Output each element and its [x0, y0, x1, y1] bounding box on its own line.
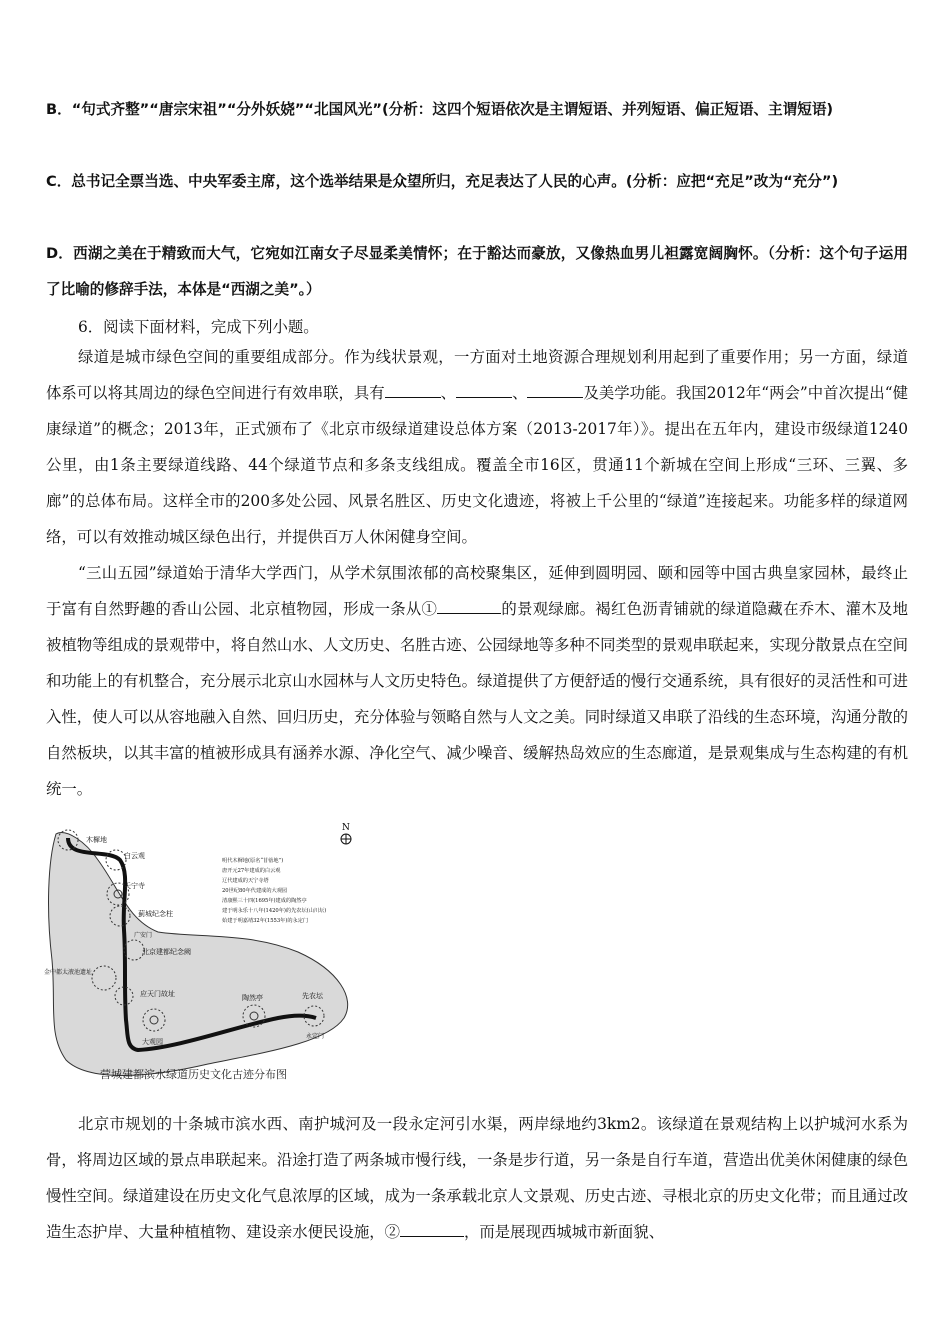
passage-paragraph-2: [46, 555, 908, 807]
answer-blank: [456, 382, 512, 398]
north-label: N: [342, 823, 350, 833]
map-caption: 营城建都滨水绿道历史文化古迹分布图: [100, 1068, 287, 1081]
passage-paragraph-3: [46, 1106, 908, 1250]
option-c: C．总书记全票当选、中央军委主席，这个选举结果是众望所归，充足表达了人民的心声。(分析：应把“充足”改为“充分”): [46, 173, 839, 190]
separator: 、: [512, 384, 528, 402]
site-label: 先农坛: [302, 992, 323, 1000]
site-label: 白云观: [124, 852, 145, 860]
passage-paragraph-1: [46, 339, 908, 555]
site-label: 北京建都纪念阙: [142, 948, 191, 956]
legend-item: 始建于明嘉靖32年(1553年)的永定门: [222, 918, 309, 924]
separator: 、: [440, 384, 457, 402]
north-arrow: [341, 823, 351, 844]
answer-blank: [385, 382, 441, 398]
map-legend: [222, 856, 326, 924]
passage-text: 的景观绿廊。褐红色沥青铺就的绿道隐藏在乔木、灌木及地被植物等组成的景观带中，将自然山水、人文历史、名胜古迹、公园绿地等多种不同类型的景观串联起来，实现分散景点在空间和功能上的有机整合，充分展示北京山水园林与人文历史特色。绿道提供了方便舒适的慢行交通系统，具有很好的灵活性和可进入性，使人可以从容地融入自然、回归历史，充分体验与领略自然与人文之美。同时绿道又串联了沿线的生态环境，沟通分散的自然板块，以其丰富的植被形成具有涵养水源、净化空气、减少噪音、缓解热岛效应的生态廊道，是景观集成与生态构建的有机统一。: [46, 600, 908, 798]
site-label: 广安门: [134, 932, 153, 939]
option-d: D．西湖之美在于精致而大气，它宛如江南女子尽显柔美情怀；在于豁达而豪放，又像热血男儿袒露宽阔胸怀。（分析：这个句子运用了比喻的修辞手法，本体是“西湖之美”。）: [46, 245, 908, 298]
site-label: 金中都太液池遗址: [44, 969, 93, 976]
legend-item: 20世纪80年代建成的大观园: [222, 888, 288, 894]
site-label: 永定门: [306, 1033, 325, 1040]
legend-item: 唐开元27年建成的白云观: [222, 868, 281, 874]
legend-item: 明代木樨地(原名“苜蓿地”): [222, 858, 284, 864]
site-label: 陶然亭: [242, 994, 263, 1002]
legend-item: 建于明永乐十八年(1420年)的先农坛(山川坛): [222, 908, 327, 914]
passage-text: “三山五园”绿道始于清华大学西门，从学术氛围浓郁的高校聚集区，延伸到圆明园、颐和园等中国古典皇家园林，最终止于富有自然野趣的香山公园、北京植物园，形成一条从①: [46, 564, 908, 618]
legend-item: 清康熙三十四(1695年)建成的陶然亭: [222, 898, 307, 904]
legend-item: 辽代建成的天宁寺塔: [222, 878, 269, 884]
question-number: 6．阅读下面材料，完成下列小题。: [78, 318, 319, 336]
site-label: 大观园: [142, 1038, 163, 1046]
option-b: B．“句式齐整”“唐宗宋祖”“分外妖娆”“北国风光”(分析：这四个短语依次是主谓短语、并列短语、偏正短语、主谓短语): [46, 101, 834, 118]
answer-blank-2: [400, 1221, 464, 1237]
passage-text: 绿道是城市绿色空间的重要组成部分。作为线状景观，一方面对土地资源合理规划利用起到了重要作用；另一方面，绿道体系可以将其周边的绿色空间进行有效串联，具有: [46, 348, 908, 402]
site-label: 蓟城纪念柱: [138, 910, 173, 918]
answer-blank-1: [437, 598, 501, 614]
answer-blank: [527, 382, 583, 398]
passage-text: ，而是展现西城城市新面貌、: [464, 1223, 665, 1241]
site-label: 天宁寺: [124, 882, 145, 890]
greenway-map: [38, 820, 358, 1090]
passage-text: 北京市规划的十条城市滨水西、南护城河及一段永定河引水渠，两岸绿地约3km2。该绿道在景观结构上以护城河水系为骨，将周边区域的景点串联起来。沿途打造了两条城市慢行线，一条是步行道，另一条是自行车道，营造出优美休闲健康的绿色慢性空间。绿道建设在历史文化气息浓厚的区域，成为一条承载北京人文景观、历史古迹、寻根北京的历史文化带；而且通过改造生态护岸、大量种植植物、建设亲水便民设施，②: [46, 1115, 908, 1241]
site-label: 木樨地: [86, 836, 107, 844]
site-label: 应天门故址: [140, 990, 175, 998]
passage-text: 及美学功能。我国2012年“两会”中首次提出“健康绿道”的概念；2013年，正式颁布了《北京市级绿道建设总体方案（2013-2017年）》。提出在五年内，建设市级绿道1240公里，由1条主要绿道线路、44个绿道节点和多条支线组成。覆盖全市16区，贯通11个新城在空间上形成“三环、三翼、多廊”的总体布局。这样全市的200多处公园、风景名胜区、历史文化遗迹，将被上千公里的“绿道”连接起来。功能多样的绿道网络，可以有效推动城区绿色出行，并提供百万人休闲健身空间。: [46, 384, 908, 546]
